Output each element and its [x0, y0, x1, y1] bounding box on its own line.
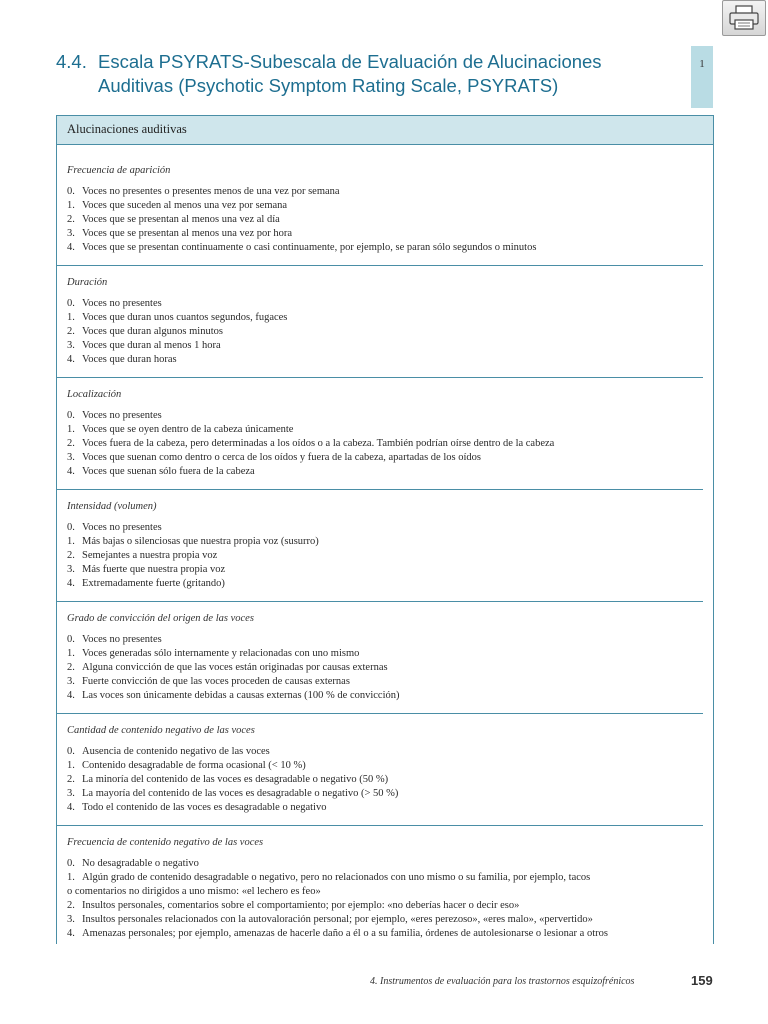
option-text: Extremadamente fuerte (gritando): [82, 578, 225, 589]
option-text: Voces que se oyen dentro de la cabeza únicamente: [82, 424, 294, 435]
list-item: [67, 241, 707, 255]
option-number: 2.: [67, 214, 75, 225]
option-text: Contenido desagradable de forma ocasional (< 10 %): [82, 760, 306, 771]
list-item: [67, 213, 707, 227]
option-text: Más bajas o silenciosas que nuestra propia voz (susurro): [82, 536, 319, 547]
list-item: [67, 311, 707, 325]
option-text: Voces que suenan como dentro o cerca de los oídos y fuera de la cabeza, apartadas de los oídos: [82, 452, 481, 463]
list-item: [67, 339, 707, 353]
option-list: [67, 409, 707, 479]
list-item: [67, 409, 707, 423]
section-label: Localización: [67, 389, 122, 400]
option-number: 3.: [67, 228, 75, 239]
section-divider: [57, 825, 703, 826]
list-item: [67, 465, 707, 479]
option-list: [67, 521, 707, 591]
option-number: 2.: [67, 326, 75, 337]
option-number: 1.: [67, 312, 75, 323]
option-list: [67, 745, 707, 815]
option-number: 0.: [67, 858, 75, 869]
option-text: Voces generadas sólo internamente y relacionadas con uno mismo: [82, 648, 360, 659]
section-divider: [57, 601, 703, 602]
option-number: 4.: [67, 802, 75, 813]
option-text: Voces que duran al menos 1 hora: [82, 340, 221, 351]
option-text: Más fuerte que nuestra propia voz: [82, 564, 226, 575]
option-text: Voces no presentes: [82, 298, 162, 309]
option-text: Voces que duran horas: [82, 354, 177, 365]
option-text: No desagradable o negativo: [82, 858, 199, 869]
section-label: Cantidad de contenido negativo de las voces: [67, 725, 255, 736]
option-number: 0.: [67, 410, 75, 421]
title-line-1: Escala PSYRATS-Subescala de Evaluación de Alucinaciones: [98, 51, 602, 72]
option-text: Voces que se presentan continuamente o casi continuamente, por ejemplo, se paran sólo segundos o minutos: [82, 242, 537, 253]
option-number: 4.: [67, 242, 75, 253]
title-number: 4.4.: [56, 51, 87, 72]
list-item: [67, 745, 707, 759]
section-divider: [57, 713, 703, 714]
option-text: La mayoría del contenido de las voces es desagradable o negativo (> 50 %): [82, 788, 399, 799]
list-item: [67, 297, 707, 311]
list-item: [67, 871, 707, 885]
option-text: La minoría del contenido de las voces es desagradable o negativo (50 %): [82, 774, 389, 785]
option-number: 3.: [67, 788, 75, 799]
list-item: [67, 521, 707, 535]
option-number: 4.: [67, 354, 75, 365]
option-text: Voces no presentes: [82, 410, 162, 421]
option-text: Insultos personales relacionados con la autovaloración personal; por ejemplo, «eres perezoso», «eres malo», «pervertido»: [82, 914, 593, 925]
option-list: [67, 857, 707, 941]
option-list: [67, 185, 707, 255]
section-tab-number: 1: [699, 58, 705, 70]
printer-icon: [727, 4, 761, 32]
option-text: Las voces son únicamente debidas a causas externas (100 % de convicción): [82, 690, 400, 701]
option-number: 1.: [67, 648, 75, 659]
list-item: [67, 675, 707, 689]
list-item: [67, 577, 707, 591]
option-text: Voces no presentes: [82, 634, 162, 645]
list-item: [67, 633, 707, 647]
option-text: Voces que se presentan al menos una vez por hora: [82, 228, 293, 239]
list-item: [67, 801, 707, 815]
table-header: [57, 116, 713, 145]
option-number: 3.: [67, 340, 75, 351]
option-text: Alguna convicción de que las voces están originadas por causas externas: [82, 662, 388, 673]
list-item: [67, 857, 707, 871]
option-list: [67, 633, 707, 703]
list-item: [67, 227, 707, 241]
option-number: 3.: [67, 676, 75, 687]
option-number: 0.: [67, 186, 75, 197]
option-number: 0.: [67, 746, 75, 757]
section-label: Intensidad (volumen): [67, 501, 157, 512]
list-item: [67, 437, 707, 451]
option-number: 1.: [67, 200, 75, 211]
option-number: 4.: [67, 928, 75, 939]
option-number: 0.: [67, 634, 75, 645]
section-divider: [57, 265, 703, 266]
list-item: [67, 899, 707, 913]
option-number: 4.: [67, 690, 75, 701]
option-text: Todo el contenido de las voces es desagradable o negativo: [82, 802, 327, 813]
option-text: Algún grado de contenido desagradable o negativo, pero no relacionados con uno mismo o su familia, por ejemplo, tacos: [82, 872, 591, 883]
option-text: Voces que duran unos cuantos segundos, fugaces: [82, 312, 288, 323]
option-number: 0.: [67, 522, 75, 533]
option-text: Voces que suceden al menos una vez por semana: [82, 200, 288, 211]
section-tab: [691, 46, 713, 108]
list-item: [67, 563, 707, 577]
table-header-label: Alucinaciones auditivas: [67, 122, 187, 136]
running-footer: 4. Instrumentos de evaluación para los trastornos esquizofrénicos: [370, 976, 635, 987]
option-text-continuation: o comentarios no dirigidos a uno mismo: «el lechero es feo»: [67, 886, 321, 897]
option-number: 2.: [67, 662, 75, 673]
option-number: 2.: [67, 550, 75, 561]
page-number: 159: [691, 973, 713, 988]
option-number: 4.: [67, 578, 75, 589]
option-number: 2.: [67, 438, 75, 449]
option-number: 1.: [67, 424, 75, 435]
option-number: 1.: [67, 536, 75, 547]
option-number: 4.: [67, 466, 75, 477]
option-list: [67, 297, 707, 367]
option-text: Voces fuera de la cabeza, pero determinadas a los oídos o a la cabeza. También podrían oírse dentro de la cabeza: [82, 438, 555, 449]
option-text: Voces no presentes: [82, 522, 162, 533]
option-number: 0.: [67, 298, 75, 309]
option-number: 3.: [67, 452, 75, 463]
option-number: 2.: [67, 774, 75, 785]
option-number: 3.: [67, 564, 75, 575]
option-number: 3.: [67, 914, 75, 925]
section-label: Duración: [67, 277, 108, 288]
title-line-2: Auditivas (Psychotic Symptom Rating Scale, PSYRATS): [98, 75, 559, 96]
section-label: Frecuencia de contenido negativo de las voces: [67, 837, 264, 848]
option-number: 1.: [67, 872, 75, 883]
option-number: 1.: [67, 760, 75, 771]
list-item: [67, 927, 707, 941]
list-item: [67, 353, 707, 367]
section-label: Grado de convicción del origen de las voces: [67, 613, 254, 624]
list-item: [67, 689, 707, 703]
option-number: 2.: [67, 900, 75, 911]
option-text: Voces que duran algunos minutos: [82, 326, 223, 337]
list-item: [67, 759, 707, 773]
list-item: [67, 661, 707, 675]
list-item: [67, 535, 707, 549]
section-label: Frecuencia de aparición: [67, 165, 171, 176]
option-text: Ausencia de contenido negativo de las voces: [82, 746, 270, 757]
list-item: [67, 185, 707, 199]
list-item: [67, 549, 707, 563]
list-item: [67, 325, 707, 339]
option-text: Voces que se presentan al menos una vez al día: [82, 214, 280, 225]
option-text: Semejantes a nuestra propia voz: [82, 550, 218, 561]
section-divider: [57, 489, 703, 490]
list-item: [67, 787, 707, 801]
section-divider: [57, 377, 703, 378]
list-item: [67, 423, 707, 437]
list-item: [67, 647, 707, 661]
option-text: Amenazas personales; por ejemplo, amenazas de hacerle daño a él o a su familia, órdenes de autolesionarse o lesionar a otros: [82, 928, 608, 939]
scale-table: [56, 115, 714, 944]
option-text: Fuerte convicción de que las voces proceden de causas externas: [82, 676, 350, 687]
option-text: Voces no presentes o presentes menos de una vez por semana: [82, 186, 340, 197]
option-text: Insultos personales, comentarios sobre el comportamiento; por ejemplo: «no deberías hacer o decir eso»: [82, 900, 520, 911]
list-item: [67, 199, 707, 213]
print-button[interactable]: [722, 0, 766, 36]
list-item: [67, 451, 707, 465]
list-item: [67, 913, 707, 927]
option-text: Voces que suenan sólo fuera de la cabeza: [82, 466, 255, 477]
list-item: [67, 773, 707, 787]
